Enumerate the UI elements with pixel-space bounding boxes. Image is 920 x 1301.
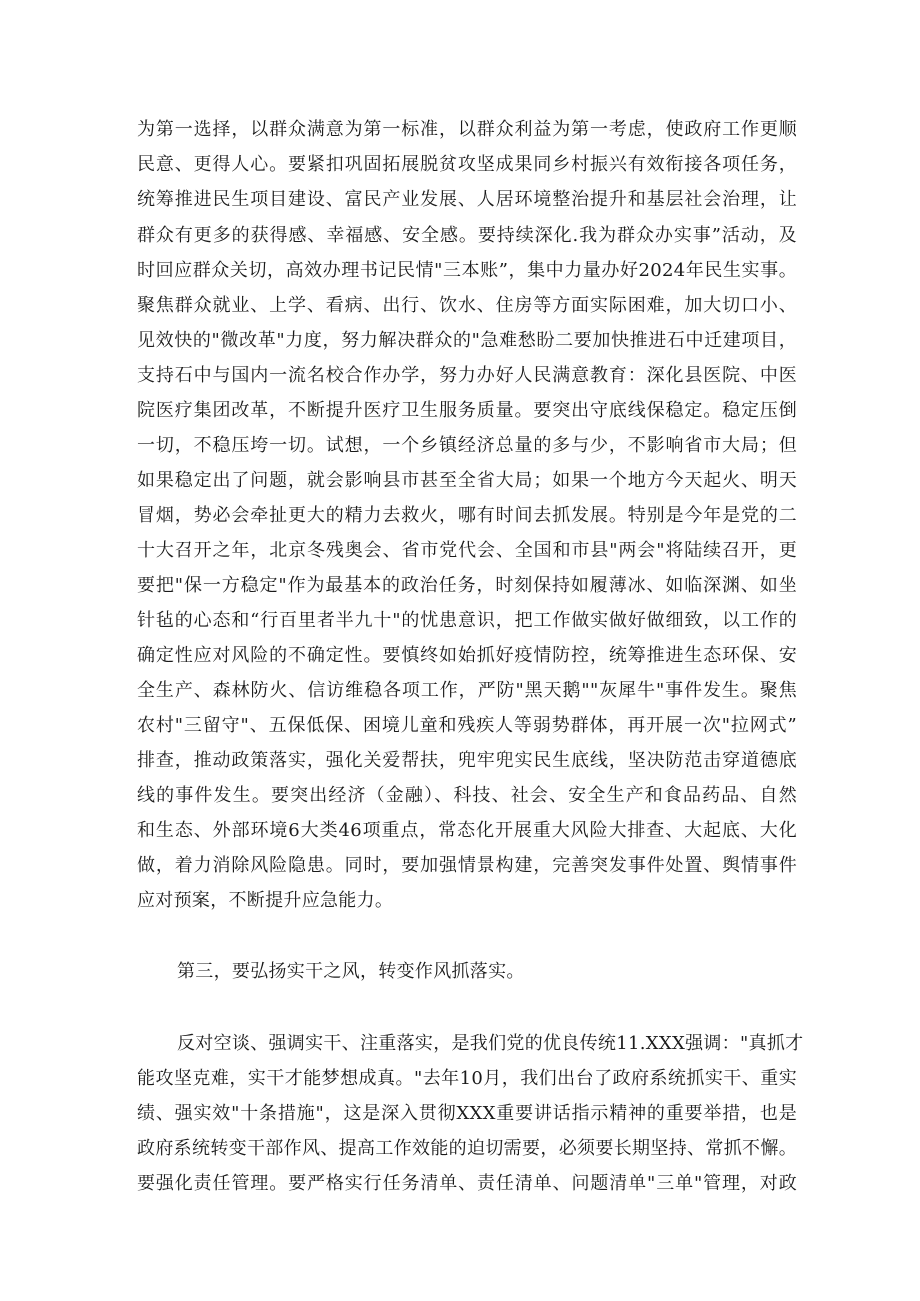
text-line: 为第一选择，以群众满意为第一标准，以群众利益为第一考虑，使政府工作更顺 <box>137 119 797 140</box>
text-line: 全生产、森林防火、信访维稳各项工作，严防"黑天鹅""灰犀牛"事件发生。聚焦 <box>137 680 797 701</box>
text-line: 民意、更得人心。要紧扣巩固拓展脱贫攻坚成果同乡村振兴有效衔接各项任务， <box>137 154 797 175</box>
text-line: 院医疗集团改革，不断提升医疗卫生服务质量。要突出守底线保稳定。稳定压倒 <box>137 400 797 421</box>
text-line: 一切，不稳压垮一切。试想，一个乡镇经济总量的多与少，不影响省市大局；但 <box>137 435 797 456</box>
text-line: 做，着力消除风险隐患。同时，要加强情景构建，完善突发事件处置、舆情事件 <box>137 855 797 876</box>
text-line: 绩、强实效"十条措施"，这是深入贯彻XXX重要讲话指示精神的重要举措，也是 <box>137 1103 797 1124</box>
text-line: 政府系统转变干部作风、提高工作效能的迫切需要，必须要长期坚持、常抓不懈。 <box>137 1138 797 1159</box>
text-line: 线的事件发生。要突出经济（金融）、科技、社会、安全生产和食品药品、自然 <box>137 785 797 806</box>
text-line: 能攻坚克难，实干才能梦想成真。"去年10月，我们出台了政府系统抓实干、重实 <box>137 1068 797 1089</box>
text-line: 十大召开之年，北京冬残奥会、省市党代会、全国和市县"两会"将陆续召开，更 <box>137 540 797 561</box>
text-line: 要把"保一方稳定"作为最基本的政治任务，时刻保持如履薄冰、如临深渊、如坐 <box>137 575 797 596</box>
text-line: 聚焦群众就业、上学、看病、出行、饮水、住房等方面实际困难，加大切口小、 <box>137 295 797 316</box>
text-line: 支持石中与国内一流名校合作办学，努力办好人民满意教育：深化县医院、中医 <box>137 365 797 386</box>
text-line: 冒烟，势必会牵扯更大的精力去救火，哪有时间去抓发展。特别是今年是党的二 <box>137 505 797 526</box>
text-line: 确定性应对风险的不确定性。要慎终如始抓好疫情防控，统筹推进生态环保、安 <box>137 645 797 666</box>
text-line: 针毡的心态和“行百里者半九十"的忧患意识，把工作做实做好做细致，以工作的 <box>137 610 797 631</box>
text-line: 如果稳定出了问题，就会影响县市甚至全省大局；如果一个地方今天起火、明天 <box>137 470 797 491</box>
text-line: 时回应群众关切，高效办理书记民情"三本账”，集中力量办好2024年民生实事。 <box>137 260 797 281</box>
text-line: 农村"三留守"、五保低保、困境儿童和残疾人等弱势群体，再开展一次"拉网式” <box>137 715 797 736</box>
text-line: 和生态、外部环境6大类46项重点，常态化开展重大风险大排查、大起底、大化 <box>137 820 797 841</box>
text-line: 群众有更多的获得感、幸福感、安全感。要持续深化.我为群众办实事”活动，及 <box>137 225 797 246</box>
section-heading: 第三，要弘扬实干之风，转变作风抓落实。 <box>177 961 525 982</box>
text-line: 要强化责任管理。要严格实行任务清单、责任清单、问题清单"三单"管理，对政 <box>137 1173 797 1194</box>
text-line: 统筹推进民生项目建设、富民产业发展、人居环境整治提升和基层社会治理，让 <box>137 189 797 210</box>
text-line: 排查，推动政策落实，强化关爱帮扶，兜牢兜实民生底线，坚决防范击穿道德底 <box>137 750 797 771</box>
text-line: 应对预案，不断提升应急能力。 <box>137 890 394 911</box>
text-line: 反对空谈、强调实干、注重落实，是我们党的优良传统11.XXX强调："真抓才 <box>177 1033 804 1054</box>
text-line: 见效快的"微改革"力度，努力解决群众的"急难愁盼二要加快推进石中迁建项目， <box>137 330 797 351</box>
